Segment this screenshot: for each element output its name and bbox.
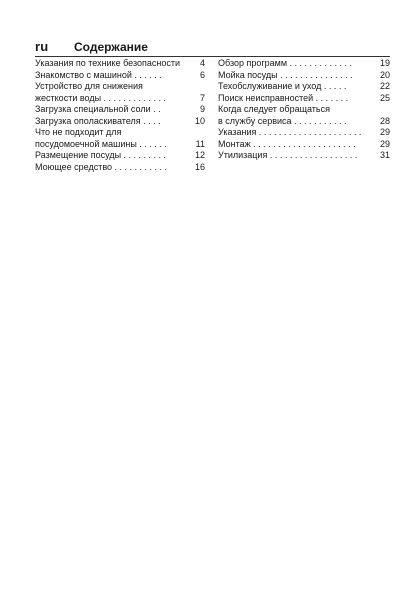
toc-entry-text: Что не подходит для (35, 127, 122, 137)
toc-entry-line (218, 127, 390, 139)
toc-entry-text: Техобслуживание и уход . . . . . (218, 81, 347, 91)
toc-entry-text: Обзор программ . . . . . . . . . . . . . (218, 58, 353, 68)
toc-page-number: 19 (379, 58, 390, 68)
toc-entry-line (35, 139, 205, 151)
toc-page-number: 31 (379, 150, 390, 160)
toc-entry-line (218, 116, 390, 128)
toc-entry-line (35, 93, 205, 105)
toc-entry[interactable] (35, 127, 205, 150)
toc-entry-text: Указания по технике безопасности (35, 58, 181, 68)
toc-entry-line (35, 162, 205, 174)
page-title: Содержание (74, 40, 148, 54)
toc-page-number: 11 (195, 138, 205, 149)
toc-entry-line (35, 58, 205, 70)
toc-entry-text: Моющее средство . . . . . . . . . . . (35, 161, 168, 172)
toc-entry-line (35, 104, 205, 116)
toc-entry[interactable] (218, 58, 390, 70)
toc-entry-text: Загрузка специальной соли . . (35, 104, 161, 114)
toc-entry-line (35, 70, 205, 82)
toc-entry-text: Монтаж . . . . . . . . . . . . . . . . . . . . . (218, 138, 356, 149)
toc-page-number: 6 (199, 69, 205, 80)
toc-entry[interactable] (218, 93, 390, 105)
toc-entry[interactable] (35, 58, 205, 70)
toc-page-number: 29 (379, 127, 390, 137)
toc-entry[interactable] (35, 81, 205, 104)
header-divider (35, 56, 390, 57)
toc-entry[interactable] (218, 70, 390, 82)
toc-entry-text: Размещение посуды . . . . . . . . . (35, 150, 167, 160)
toc-page-number: 22 (379, 81, 390, 91)
toc-entry[interactable] (218, 81, 390, 93)
toc-entry[interactable] (35, 162, 205, 174)
toc-page-number: 16 (194, 161, 205, 172)
toc-entry[interactable] (218, 139, 390, 151)
toc-page-number: 9 (199, 104, 205, 114)
toc-entry-text: Поиск неисправностей . . . . . . . (218, 92, 349, 103)
toc-page-number: 10 (194, 115, 205, 126)
toc-entry-text: Мойка посуды . . . . . . . . . . . . . . . (218, 69, 353, 80)
toc-entry-text: жесткости воды . . . . . . . . . . . . . (35, 92, 167, 103)
toc-entry-line (218, 81, 390, 93)
toc-entry[interactable] (218, 104, 390, 127)
language-code: ru (35, 39, 49, 54)
toc-entry-text: Указания . . . . . . . . . . . . . . . . . . . . . (218, 127, 362, 137)
toc-page-number: 12 (194, 150, 205, 160)
toc-entry-text: Утилизация . . . . . . . . . . . . . . . . . . (218, 150, 358, 160)
toc-page-number: 29 (379, 138, 390, 149)
toc-entry[interactable] (35, 116, 205, 128)
toc-page-number: 28 (379, 115, 390, 126)
toc-page-number: 4 (199, 58, 205, 68)
toc-entry-line (218, 93, 390, 105)
toc-page-number: 25 (379, 92, 390, 103)
toc-entry-text: посудомоечной машины . . . . . . (35, 138, 167, 149)
toc-entry-line (218, 104, 390, 116)
toc-entry-line (35, 81, 205, 93)
toc-entry-line (218, 70, 390, 82)
toc-entry[interactable] (218, 127, 390, 139)
toc-entry[interactable] (35, 150, 205, 162)
toc-entry-line (218, 150, 390, 162)
toc-entry[interactable] (35, 70, 205, 82)
toc-entry-line (35, 150, 205, 162)
toc-entry-text: Когда следует обращаться (218, 104, 330, 114)
toc-entry-text: Загрузка ополаскивателя . . . . (35, 115, 161, 126)
toc-entry-text: Устройство для снижения (35, 81, 143, 91)
toc-left-column (35, 58, 205, 173)
toc-right-column (218, 58, 390, 162)
toc-entry-text: Знакомство с машиной . . . . . . (35, 69, 162, 80)
toc-page-number: 20 (379, 69, 390, 80)
toc-entry[interactable] (35, 104, 205, 116)
toc-entry[interactable] (218, 150, 390, 162)
toc-entry-text: в службу сервиса . . . . . . . . . . . (218, 115, 347, 126)
toc-entry-line (218, 139, 390, 151)
toc-entry-line (35, 116, 205, 128)
toc-page-number: 7 (199, 92, 205, 103)
toc-entry-line (218, 58, 390, 70)
toc-entry-line (35, 127, 205, 139)
